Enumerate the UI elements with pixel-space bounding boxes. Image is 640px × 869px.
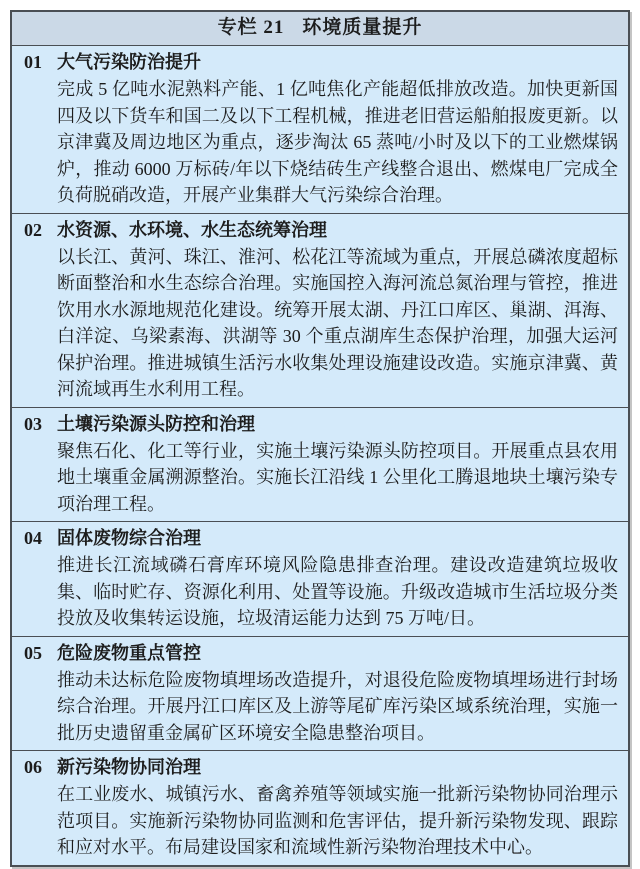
section-05-number: 05 (24, 642, 42, 663)
section-04-body: 推进长江流域磷石膏库环境风险隐患排查治理。建设改造建筑垃圾收集、临时贮存、资源化利用、处置等设施。升级改造城市生活垃圾分类投放及收集转运设施，垃圾清运能力达到 75 万吨/日。 (57, 555, 618, 628)
section-06-number: 06 (24, 757, 42, 777)
section-01 (12, 46, 628, 213)
section-02 (12, 213, 628, 407)
section-03-heading (24, 411, 618, 438)
section-06-heading (24, 754, 618, 781)
section-03-title: 土壤污染源头防控和治理 (57, 413, 255, 434)
section-05-heading (24, 640, 618, 667)
panel-header-title: 环境质量提升 (302, 17, 423, 38)
section-01-number: 01 (24, 52, 42, 72)
panel-header (12, 12, 628, 46)
panel-header-label: 专栏 21 (217, 17, 285, 38)
section-03-body: 聚焦石化、化工等行业，实施土壤污染源头防控项目。开展重点县农用地土壤重金属溯源整治。实施长江沿线 1 公里化工腾退地块土壤污染专项治理工程。 (57, 440, 618, 514)
section-05-title: 危险废物重点管控 (57, 642, 201, 663)
section-01-heading (24, 49, 618, 76)
section-04-number: 04 (24, 528, 42, 548)
section-04 (12, 521, 628, 636)
section-02-heading (24, 217, 618, 244)
section-02-body: 以长江、黄河、珠江、淮河、松花江等流域为重点，开展总磷浓度超标断面整治和水生态综合治理。实施国控入海河流总氮治理与管控，推进饮用水水源地规范化建设。统筹开展太湖、丹江口库区、巢湖、洱海、白洋淀、乌梁素海、洪湖等 30 个重点湖库生态保护治理，加强大运河保护治理。推进城镇生活污水收集处理设施建设改造。实施京津冀、黄河流域再生水利用工程。 (57, 246, 618, 399)
section-06-title: 新污染物协同治理 (57, 757, 201, 777)
section-04-title: 固体废物综合治理 (57, 528, 201, 548)
section-05-body: 推动未达标危险废物填埋场改造提升，对退役危险废物填埋场进行封场综合治理。开展丹江口库区及上游等尾矿库污染区域系统治理，实施一批历史遗留重金属矿区环境安全隐患整治项目。 (57, 669, 618, 743)
section-01-title: 大气污染防治提升 (57, 52, 201, 72)
section-04-heading (24, 525, 618, 552)
section-06 (12, 750, 628, 865)
section-03-number: 03 (24, 413, 42, 434)
section-05 (12, 636, 628, 751)
section-03 (12, 407, 628, 522)
section-01-body: 完成 5 亿吨水泥熟料产能、1 亿吨焦化产能超低排放改造。加快更新国四及以下货车和国二及以下工程机械，推进老旧营运船舶报废更新。以京津冀及周边地区为重点，逐步淘汰 65 蒸吨/小时及以下的工业燃煤锅炉，推动 6000 万标砖/年以下烧结砖生产线整合退出、燃煤电厂完成全负荷脱硝改造，开展产业集群大气污染综合治理。 (57, 79, 618, 205)
section-02-title: 水资源、水环境、水生态统筹治理 (57, 219, 327, 240)
section-02-number: 02 (24, 219, 42, 240)
column-box (10, 10, 630, 867)
section-06-body: 在工业废水、城镇污水、畜禽养殖等领域实施一批新污染物协同治理示范项目。实施新污染物协同监测和危害评估，提升新污染物发现、跟踪和应对水平。布局建设国家和流域性新污染物治理技术中心。 (57, 784, 618, 857)
